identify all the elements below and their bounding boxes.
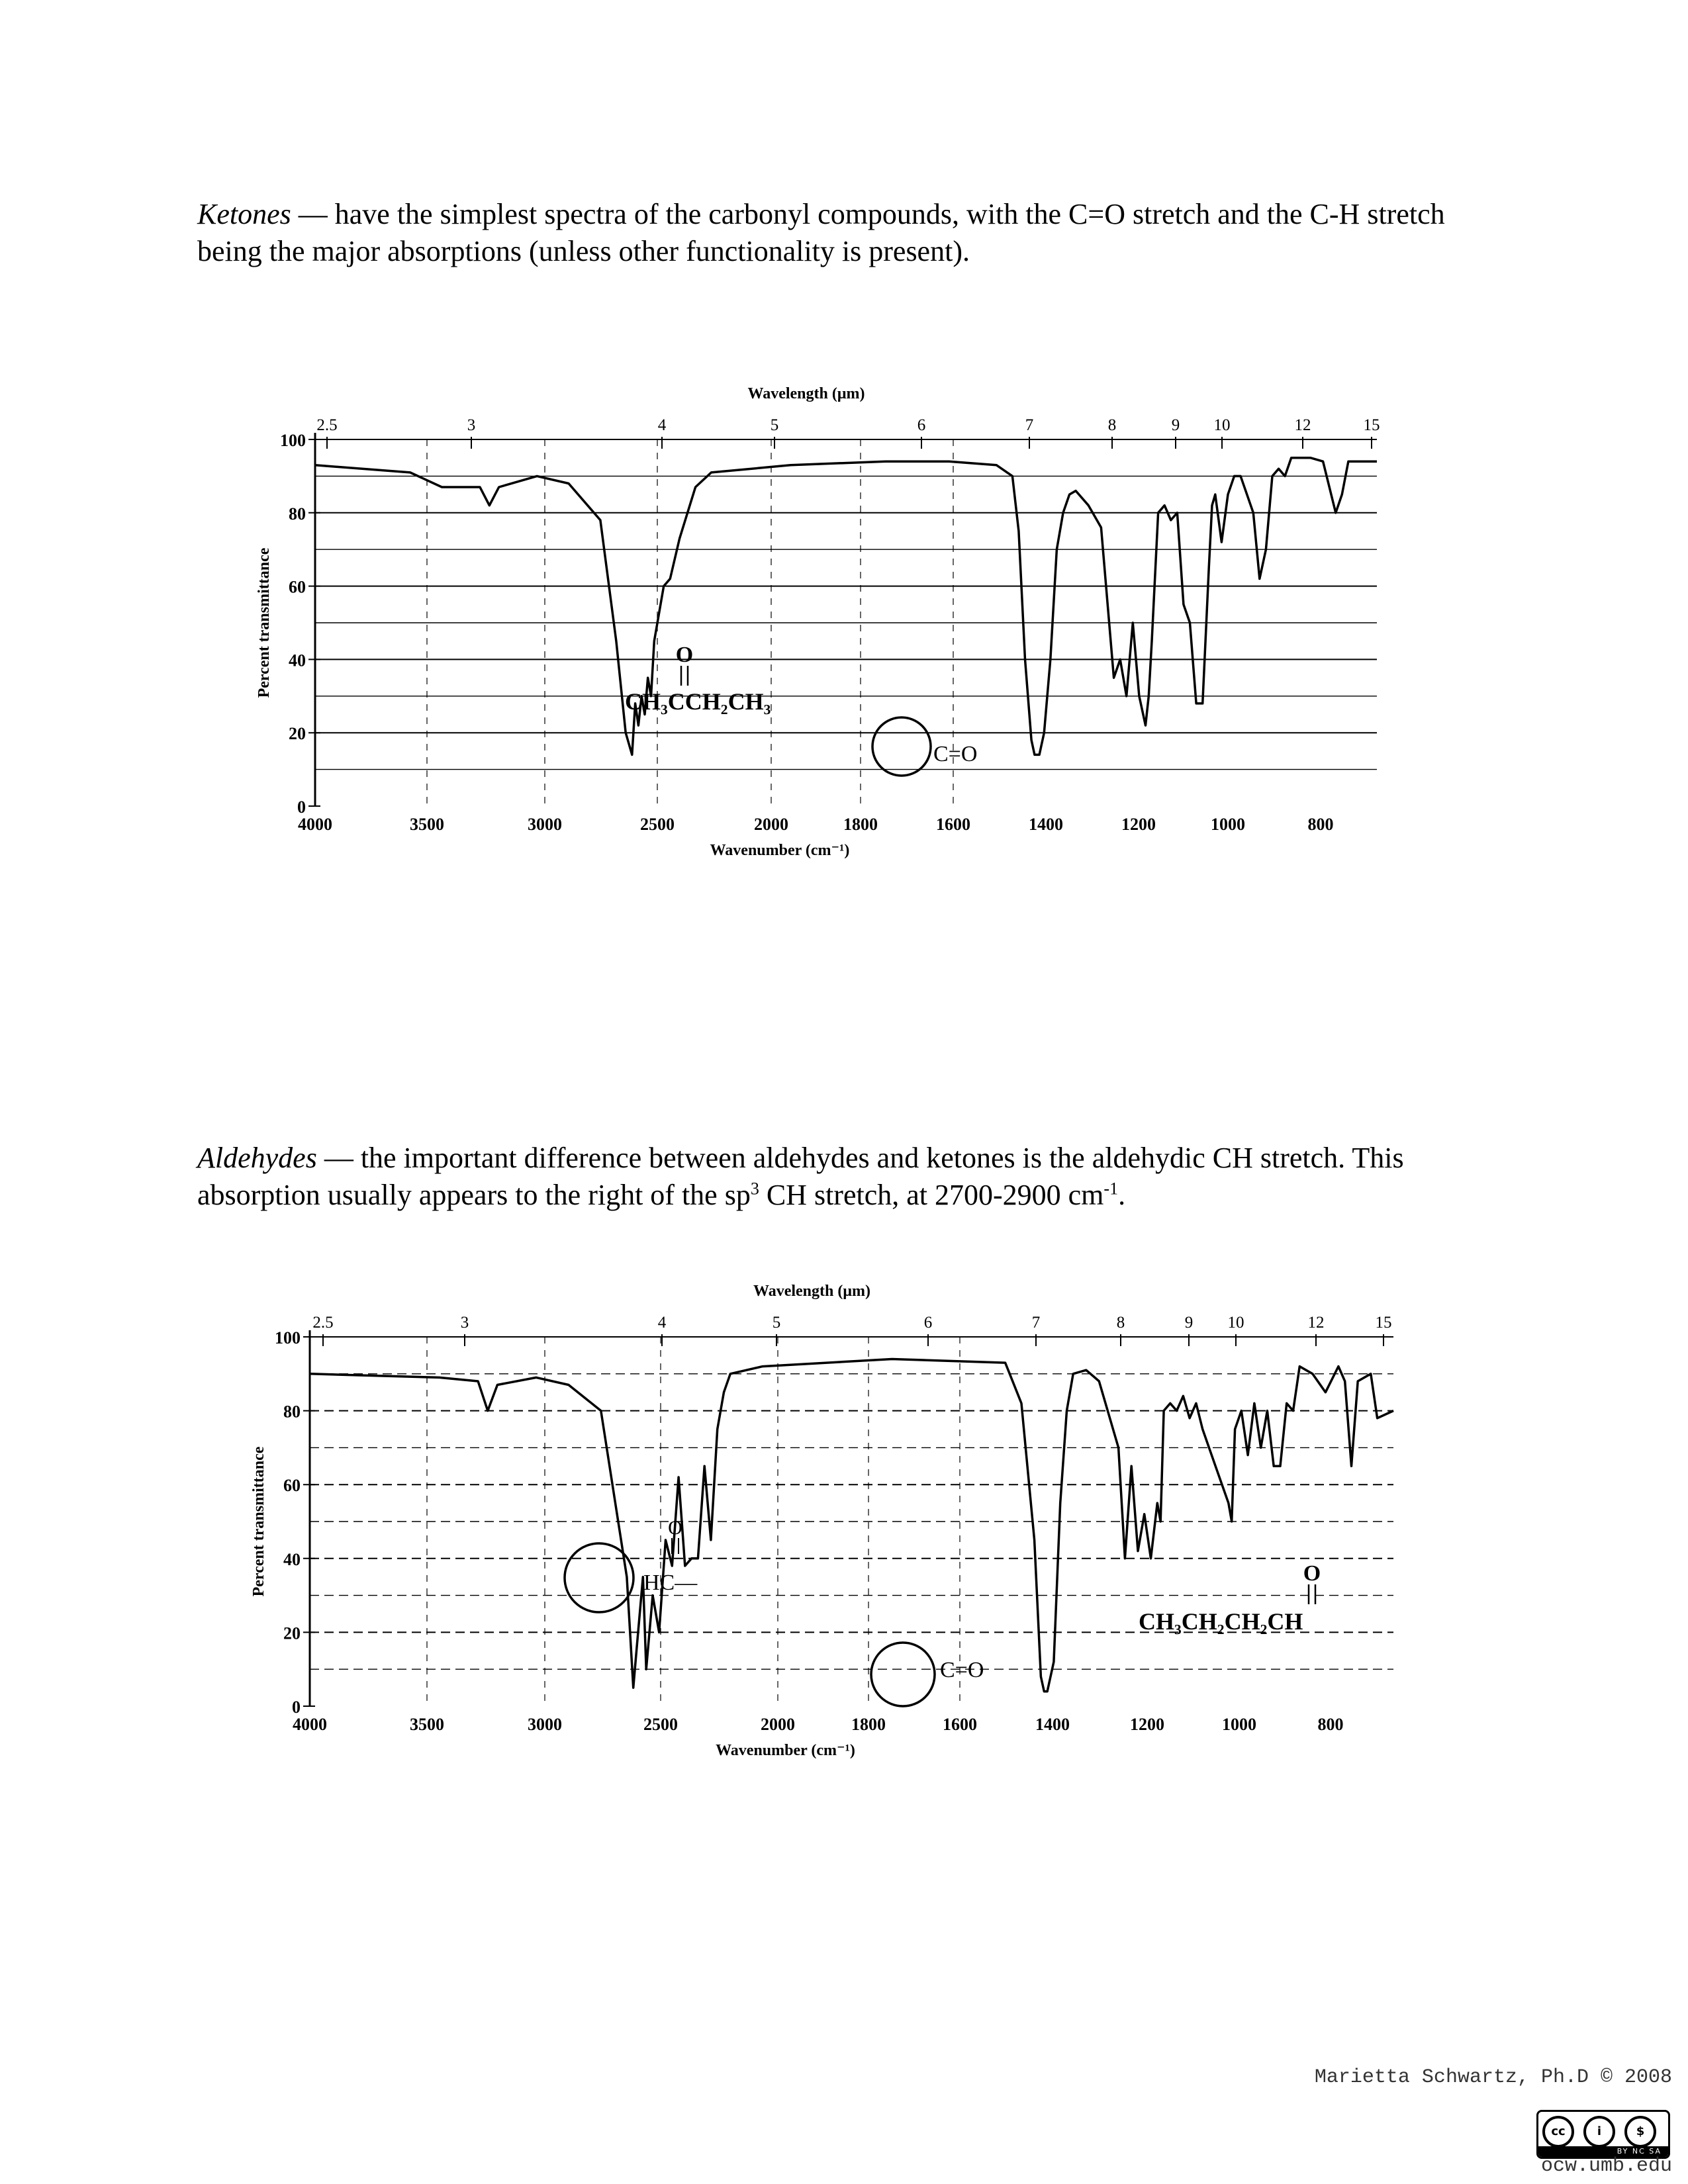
y-tick-label: 0 [292, 1698, 301, 1717]
carbonyl-label: C=O [933, 742, 978, 766]
by-icon: i [1583, 2116, 1615, 2148]
structure-formula: CH₃CCH₂CH₃ [625, 688, 771, 715]
top-tick-label: 8 [1116, 1314, 1125, 1332]
top-tick-label: 6 [923, 1314, 933, 1332]
y-tick-label: 40 [289, 651, 306, 670]
structure-formula: CH₃CH₂CH₂CH [1139, 1608, 1303, 1635]
top-tick-label: 5 [770, 416, 779, 434]
x-tick-label: 1000 [1222, 1715, 1256, 1734]
x-tick-label: 2500 [640, 815, 675, 834]
x-tick-label: 1200 [1130, 1715, 1164, 1734]
x-tick-label: 1600 [936, 815, 970, 834]
x-tick-label: 2000 [754, 815, 788, 834]
nc-icon: $ [1624, 2116, 1656, 2148]
x-axis-title: Wavenumber (cm⁻¹) [716, 1742, 855, 1759]
top-tick-label: 8 [1107, 416, 1117, 434]
aldehydes-sup-b: -1 [1103, 1179, 1119, 1199]
top-axis-title: Wavelength (μm) [753, 1283, 870, 1300]
x-tick-label: 2000 [761, 1715, 795, 1734]
y-tick-label: 20 [289, 724, 306, 744]
carbonyl-circle [871, 1643, 935, 1706]
cc-license-badge[interactable] [1536, 2110, 1670, 2159]
top-axis-title: Wavelength (μm) [747, 385, 865, 402]
y-axis-title: Percent transmittance [250, 1446, 267, 1597]
top-tick-label: 7 [1031, 1314, 1041, 1332]
top-tick-label: 9 [1184, 1314, 1194, 1332]
top-tick-label: 9 [1171, 416, 1180, 434]
license-bar: BY NC SA [1538, 2146, 1668, 2157]
top-tick-label: 12 [1294, 416, 1311, 434]
aldehydic-ch-label: HC— [643, 1570, 698, 1595]
top-tick-label: 5 [772, 1314, 781, 1332]
ketones-text: — have the simplest spectra of the carbonyl compounds, with the C=O stretch and the C-H stretch being the major absorptions (unless other functionality is present). [197, 198, 1445, 267]
top-tick-label: 4 [657, 416, 667, 434]
x-tick-label: 800 [1317, 1715, 1344, 1734]
ketones-term: Ketones [197, 198, 291, 230]
y-tick-label: 60 [283, 1476, 301, 1496]
spectrum-line [310, 1359, 1393, 1692]
top-tick-label: 10 [1227, 1314, 1244, 1332]
cc-icon: cc [1542, 2116, 1574, 2148]
y-tick-label: 100 [280, 431, 306, 450]
y-tick-label: 80 [289, 504, 306, 523]
x-tick-label: 3000 [528, 815, 562, 834]
aldehydes-text-b: CH stretch, at 2700-2900 cm [759, 1179, 1104, 1211]
top-tick-label: 4 [657, 1314, 667, 1332]
author-credit: Marietta Schwartz, Ph.D © 2008 [1314, 2066, 1672, 2089]
carbonyl-label: C=O [940, 1658, 984, 1682]
x-tick-label: 4000 [298, 815, 332, 834]
y-tick-label: 60 [289, 577, 306, 597]
x-tick-label: 3500 [410, 815, 444, 834]
top-tick-label: 6 [917, 416, 926, 434]
x-tick-label: 1000 [1211, 815, 1245, 834]
aldehydic-ch-circle [565, 1543, 633, 1612]
top-tick-label: 12 [1307, 1314, 1325, 1332]
aldehydic-oxygen-label: O [668, 1517, 682, 1539]
top-tick-label: 2.5 [316, 416, 338, 434]
aldehydes-term: Aldehydes [197, 1142, 317, 1174]
x-tick-label: 1400 [1029, 815, 1063, 834]
y-tick-label: 0 [297, 797, 306, 817]
x-axis-title: Wavenumber (cm⁻¹) [710, 842, 850, 859]
top-tick-label: 10 [1213, 416, 1231, 434]
y-tick-label: 100 [275, 1328, 301, 1347]
x-tick-label: 1200 [1121, 815, 1156, 834]
x-tick-label: 1600 [943, 1715, 977, 1734]
x-tick-label: 2500 [643, 1715, 678, 1734]
y-tick-label: 20 [283, 1623, 301, 1643]
top-tick-label: 15 [1375, 1314, 1392, 1332]
x-tick-label: 3000 [528, 1715, 562, 1734]
x-tick-label: 1800 [843, 815, 878, 834]
x-tick-label: 1800 [851, 1715, 886, 1734]
x-tick-label: 4000 [293, 1715, 327, 1734]
top-tick-label: 2.5 [312, 1314, 334, 1332]
x-tick-label: 1400 [1035, 1715, 1070, 1734]
top-tick-label: 7 [1025, 416, 1034, 434]
x-tick-label: 800 [1307, 815, 1334, 834]
structure-oxygen: O [1303, 1561, 1321, 1586]
top-tick-label: 3 [467, 416, 476, 434]
structure-oxygen: O [675, 643, 694, 667]
top-tick-label: 3 [460, 1314, 469, 1332]
x-tick-label: 3500 [410, 1715, 444, 1734]
y-axis-title: Percent transmittance [256, 547, 273, 698]
aldehydes-text-c: . [1118, 1179, 1126, 1211]
top-tick-label: 15 [1363, 416, 1380, 434]
y-tick-label: 80 [283, 1402, 301, 1422]
aldehydes-text-a: — the important difference between aldehydes and ketones is the aldehydic CH stretch. This absorption usually appears to the right of the sp [197, 1142, 1404, 1211]
y-tick-label: 40 [283, 1549, 301, 1569]
site-url[interactable]: ocw.umb.edu [1540, 2155, 1672, 2177]
aldehydes-sup-a: 3 [750, 1179, 759, 1199]
